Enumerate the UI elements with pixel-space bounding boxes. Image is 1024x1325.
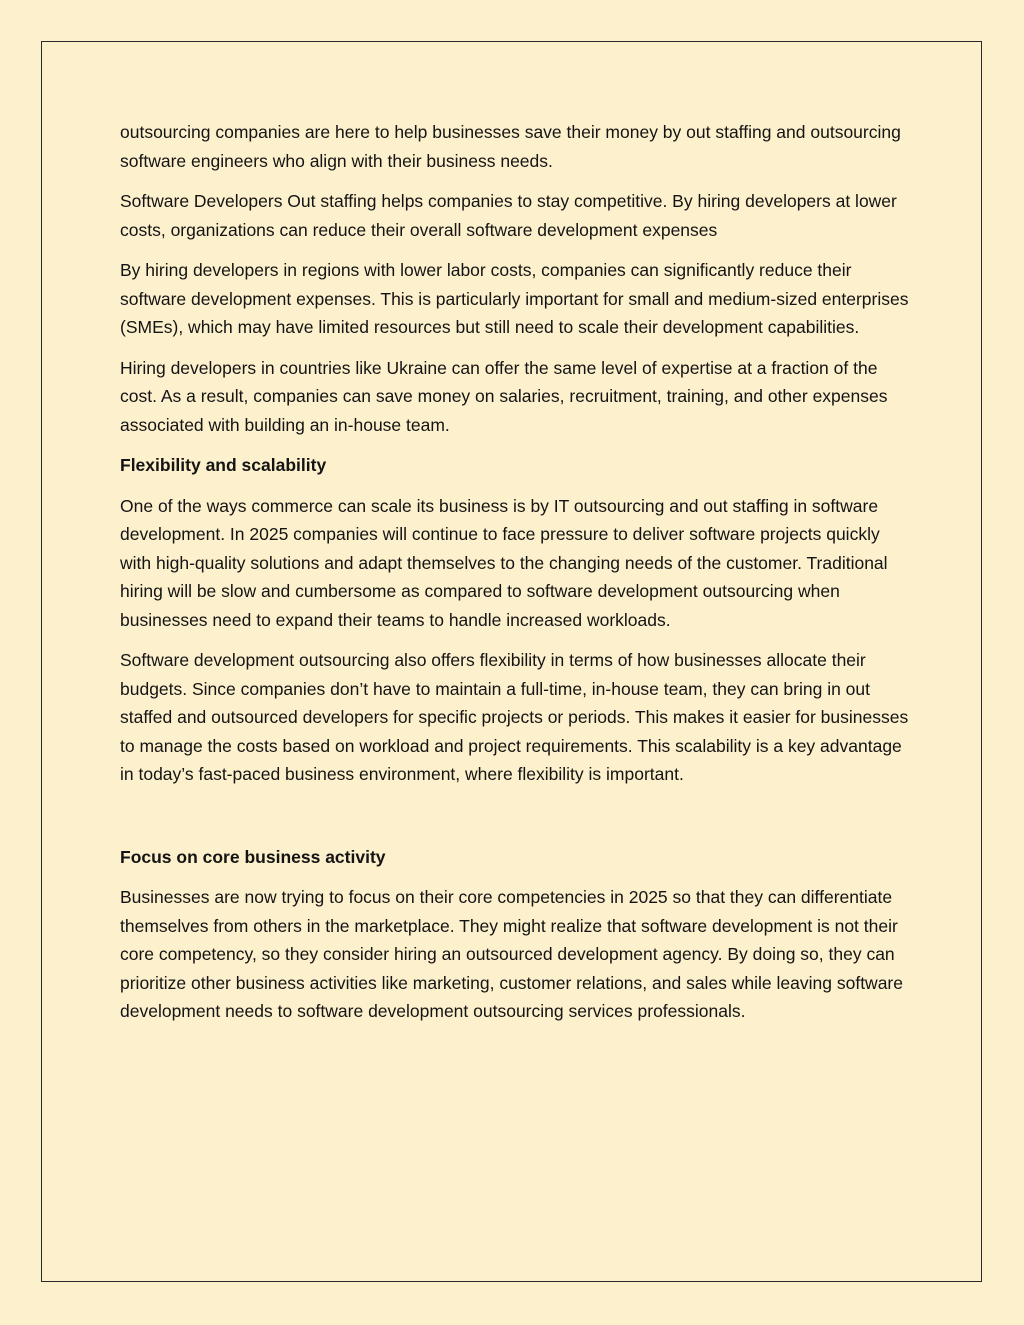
- paragraph-outsourcing-intro: outsourcing companies are here to help businesses save their money by out staffing and outsourcing software engineers who align with their business needs.: [120, 122, 901, 171]
- section-spacer: [120, 801, 910, 843]
- paragraph-scale-business: One of the ways commerce can scale its business is by IT outsourcing and out staffing in software development. In 2025 companies will continue to face pressure to deliver software projects quickly with high-quality solutions and adapt themselves to the changing needs of the customer. Traditional hiring will be slow and cumbersome as compared to software development outsourcing when businesses need to expand their teams to handle increased workloads.: [120, 495, 888, 630]
- paragraph-core-competencies: Businesses are now trying to focus on their core competencies in 2025 so that they can differentiate themselves from others in the marketplace. They might realize that software development is not their core competency, so they consider hiring an outsourced development agency. By doing so, they can prioritize other business activities like marketing, customer relations, and sales while leaving software development needs to software development outsourcing services professionals.: [120, 887, 903, 1021]
- document-body: [120, 118, 910, 1038]
- paragraph-ukraine-expertise: Hiring developers in countries like Ukraine can offer the same level of expertise at a fraction of the cost. As a result, companies can save money on salaries, recruitment, training, and other expenses associated with building an in-house team.: [120, 357, 888, 435]
- heading-focus-core-business: Focus on core business activity: [120, 846, 386, 867]
- heading-flexibility-scalability: Flexibility and scalability: [120, 455, 327, 475]
- paragraph-lower-labor-costs: By hiring developers in regions with lower labor costs, companies can significantly reduce their software development expenses. This is particularly important for small and medium-sized enterprises (SMEs), which may have limited resources but still need to scale their development capabilities.: [120, 260, 909, 337]
- paragraph-budget-flexibility: Software development outsourcing also offers flexibility in terms of how businesses allocate their budgets. Since companies don’t have to maintain a full-time, in-house team, they can bring in out staffed and outsourced developers for specific projects or periods. This makes it easier for businesses to manage the costs based on workload and project requirements. This scalability is a key advantage in today’s fast-paced business environment, where flexibility is important.: [120, 650, 909, 784]
- paragraph-out-staffing-competitive: Software Developers Out staffing helps companies to stay competitive. By hiring developers at lower costs, organizations can reduce their overall software development expenses: [120, 191, 897, 240]
